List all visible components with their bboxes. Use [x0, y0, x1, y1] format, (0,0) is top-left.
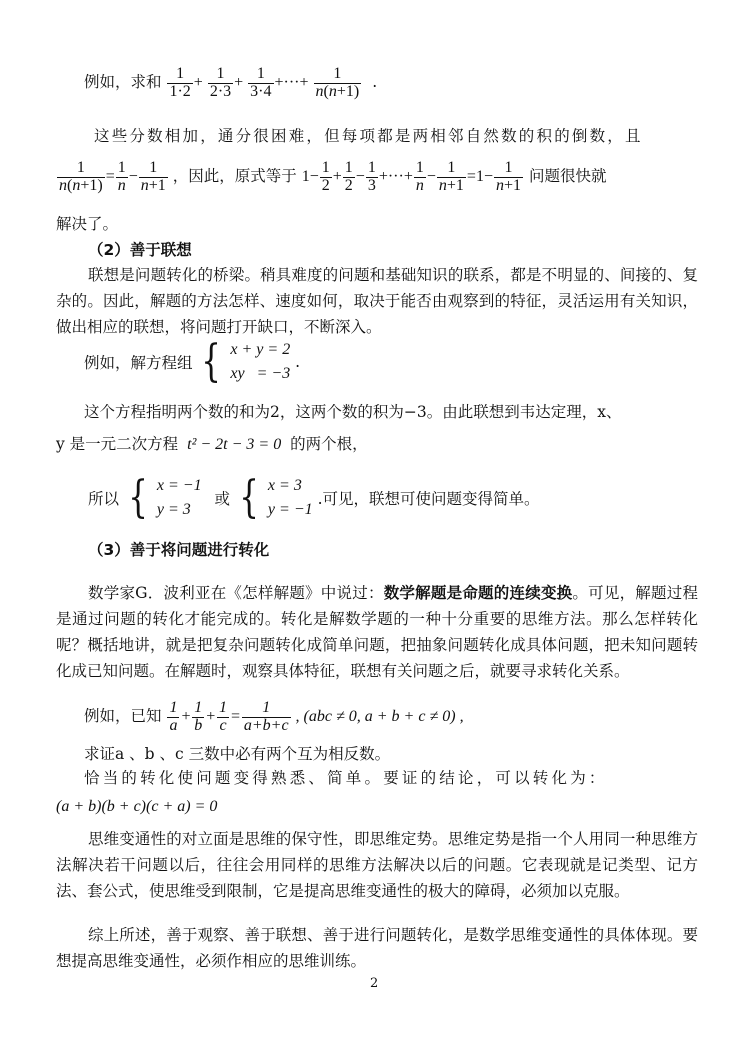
equation-system: [230, 338, 290, 386]
or-word: 或: [214, 490, 231, 508]
product-equation: (a + b)(b + c)(c + a) = 0: [56, 798, 218, 815]
paragraph-fractions-line1: 这些分数相加，通分很困难，但每项都是两相邻自然数的积的倒数，且: [94, 127, 643, 145]
solution-1-y: y = 3: [156, 501, 191, 518]
vieta-line-b-pre: y 是一元二次方程: [56, 435, 179, 453]
solution-2-y: y = −1: [267, 501, 313, 518]
transformation-pre: 数学家G．波利亚在《怎样解题》中说过：: [88, 584, 384, 602]
transformation-paragraph: [56, 580, 698, 684]
left-brace: {: [239, 472, 259, 523]
solution-lead: 所以: [88, 490, 120, 508]
telescoping-tail: 问题很快就: [528, 166, 607, 185]
solution-line: [88, 474, 540, 522]
conservatism-paragraph: 思维变通性的对立面是思维的保守性，即思维定势。思维定势是指一个人用同一种思维方法解决若干问题以后，往往会用同样的思维方法解决以后的问题。它表现就是记类型、记方法、套公式，使思维受到限制，它是提高思维变通性的极大的障碍，必须加以克服。: [56, 830, 698, 900]
vieta-line-b: [56, 432, 368, 454]
prove-statement: 求证a 、b 、c 三数中必有两个互为相反数。: [84, 745, 391, 763]
example-sum-lead: 例如，求和: [84, 72, 162, 91]
page-number: 2: [370, 976, 379, 991]
example-sum-end: .: [372, 72, 378, 91]
quadratic-equation: t² − 2t − 3 = 0: [187, 436, 282, 453]
sum-formula: $\frac{1}{1\cdot 2}$ + $\frac{1}{2\cdot 3}$ + $\frac{1}{3\cdot 4}$ +···+ $\frac{1}{n(n+1)}$: [169, 65, 360, 100]
equation-2: xy = −3: [230, 365, 291, 382]
section-heading-association: （2）善于联想: [88, 241, 192, 259]
telescoping-result: 1− $\frac{1}{2}$ + $\frac{1}{2}$ − $\frac{1}{3}$ +···+ $\frac{1}{n}$ − $\frac{1}{n+1}$ =1− $\frac{1}{n+1}$: [301, 159, 521, 194]
transformation-example: [84, 700, 464, 735]
vieta-line-b-post: 的两个根，: [290, 435, 368, 453]
solution-2: [268, 474, 313, 522]
paragraph-fractions-line3: 解决了。: [56, 215, 119, 233]
solution-2-x: x = 3: [267, 477, 302, 494]
telescoping-mid: ，因此，原式等于: [172, 166, 297, 185]
vieta-line-a: 这个方程指明两个数的和为2，这两个数的积为−3。由此联想到韦达定理，x、: [84, 403, 622, 421]
example-sum-line: [84, 66, 377, 101]
condition: , (abc ≠ 0, a + b + c ≠ 0) ,: [295, 707, 464, 725]
transformation-bold: 数学解题是命题的连续变换: [383, 584, 573, 602]
transform-statement: 恰当的转化使问题变得熟悉、简单。要证的结论，可以转化为：: [84, 769, 608, 787]
telescoping-line: [56, 160, 606, 195]
left-brace: {: [128, 472, 148, 523]
equation-1: x + y = 2: [230, 341, 291, 358]
left-brace: {: [201, 336, 222, 387]
association-paragraph: 联想是问题转化的桥梁。稍具难度的问题和基础知识的联系，都是不明显的、间接的、复杂的。因此，解题的方法怎样、速度如何，取决于能否由观察到的特征，灵活运用有关知识，做出相应的联想，将问题打开缺口，不断深入。: [56, 266, 698, 336]
telescoping-identity: $\frac{1}{n(n+1)}$ = $\frac{1}{n}$ − $\frac{1}{n+1}$: [59, 159, 166, 194]
reciprocal-equation: $\frac{1}{a}$ + $\frac{1}{b}$ + $\frac{1}{c}$ = $\frac{1}{a+b+c}$: [169, 699, 289, 734]
summary-paragraph: 综上所述，善于观察、善于联想、善于进行问题转化，是数学思维变通性的具体体现。要想提高思维变通性，必须作相应的思维训练。: [56, 926, 698, 970]
solution-tail: .可见，联想可使问题变得简单。: [317, 490, 540, 508]
equation-example-lead: 例如，解方程组: [84, 354, 193, 372]
solution-1-x: x = −1: [156, 477, 202, 494]
equation-system-example: 例如，解方程组 { x + y = 2 xy = −3 .: [84, 336, 301, 387]
transformation-post: 。可见，解题过程是通过问题的转化才能完成的。转化是解数学题的一种十分重要的思维方法。那么怎样转化呢？概括地讲，就是把复杂问题转化成简单问题，把抽象问题转化成具体问题，把未知问题转化成已知问题。在解题时，观察具体特征，联想有关问题之后，就要寻求转化关系。: [56, 584, 698, 680]
section-heading-transformation: （3）善于将问题进行转化: [88, 541, 270, 559]
transformation-example-lead: 例如，已知: [84, 706, 162, 725]
solution-1: [157, 474, 202, 522]
